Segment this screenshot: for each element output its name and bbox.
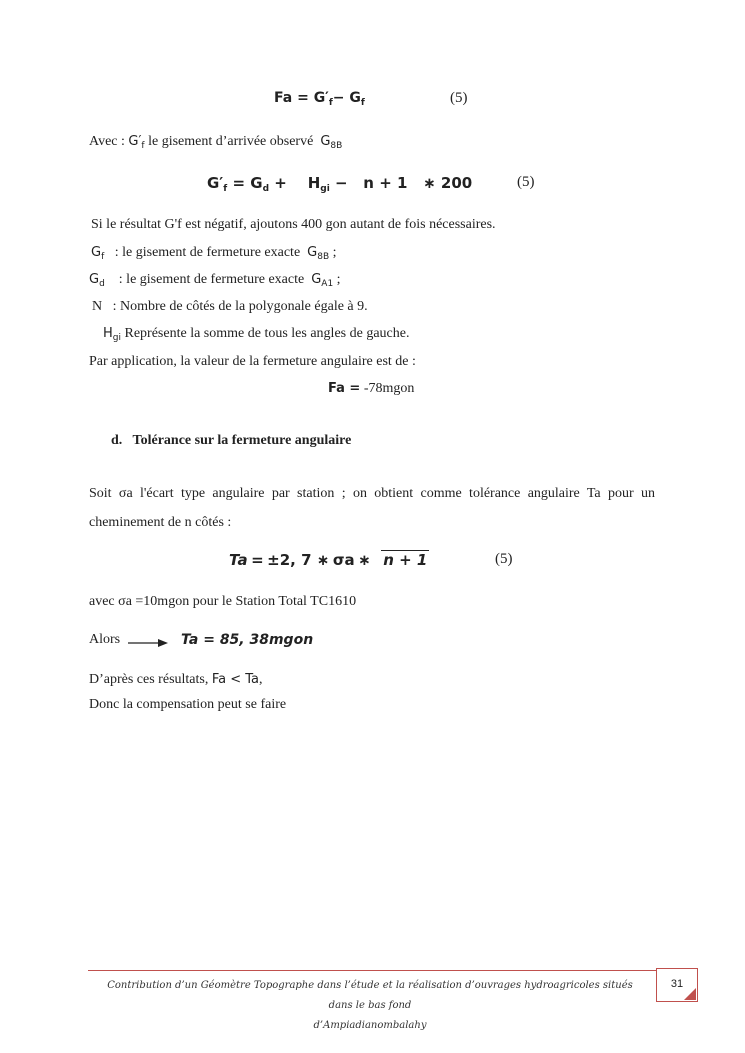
equation-ref: (5) <box>495 551 513 567</box>
equation-ta: Ta = ±2, 7 ∗ σa ∗ n + 1 <box>229 551 428 569</box>
footer-divider <box>88 970 658 971</box>
footer-line-1: Contribution d’un Géomètre Topographe dans l’étude et la réalisation d’ouvrages hydroagricoles situés dans le bas fond <box>107 980 633 1011</box>
page-number: 31 <box>656 968 698 1002</box>
sigma-line: avec σa =10mgon pour le Station Total TC1610 <box>89 594 357 609</box>
tolerance-paragraph: Soit σa l'écart type angulaire par station ; on obtient comme tolérance angulaire Ta pour un cheminement de n côtés : <box>89 486 655 530</box>
equation-gf: $G'_f = G_d$ + $H_{gi}$ − n + 1 ∗ 200 <box>207 174 473 194</box>
equation-fa: $Fa = G'_f- G_f$ <box>274 90 365 108</box>
ta-result: Ta = 85, 38mgon <box>181 632 314 648</box>
definition-gd: $G_d$ : le gisement de fermeture exacte $G_{A1}$ ; <box>89 272 341 289</box>
equation-ref: (5) <box>450 90 468 106</box>
definition-gf: $G_f$ : le gisement de fermeture exacte $G_{8B}$ ; <box>91 245 337 262</box>
avec-line: Avec : $G'_f$ le gisement d’arrivée observé $G_{8B}$ <box>89 134 343 151</box>
arrow-right-icon <box>128 638 168 648</box>
fa-result: Fa = -78mgon <box>328 381 415 396</box>
alors-line: Alors <box>89 632 121 647</box>
conclusion: Donc la compensation peut se faire <box>89 697 287 712</box>
definition-n: N : Nombre de côtés de la polygonale égale à 9. <box>92 299 368 314</box>
section-heading: d. Tolérance sur la fermeture angulaire <box>111 433 352 448</box>
footer-line-2: d’Ampiadianombalahy <box>313 1020 427 1031</box>
footer-text <box>100 976 640 1036</box>
equation-ref: (5) <box>517 174 535 190</box>
note-negative: Si le résultat G'f est négatif, ajoutons 400 gon autant de fois nécessaires. <box>91 217 496 232</box>
comparison-line: D’après ces résultats, Fa < Ta, <box>89 672 263 687</box>
page-curl-icon <box>684 988 696 1000</box>
application-text: Par application, la valeur de la fermeture angulaire est de : <box>89 354 416 369</box>
definition-hgi: $H_{gi}$ Représente la somme de tous les angles de gauche. <box>103 326 410 343</box>
sqrt-argument: n + 1 <box>383 551 428 569</box>
